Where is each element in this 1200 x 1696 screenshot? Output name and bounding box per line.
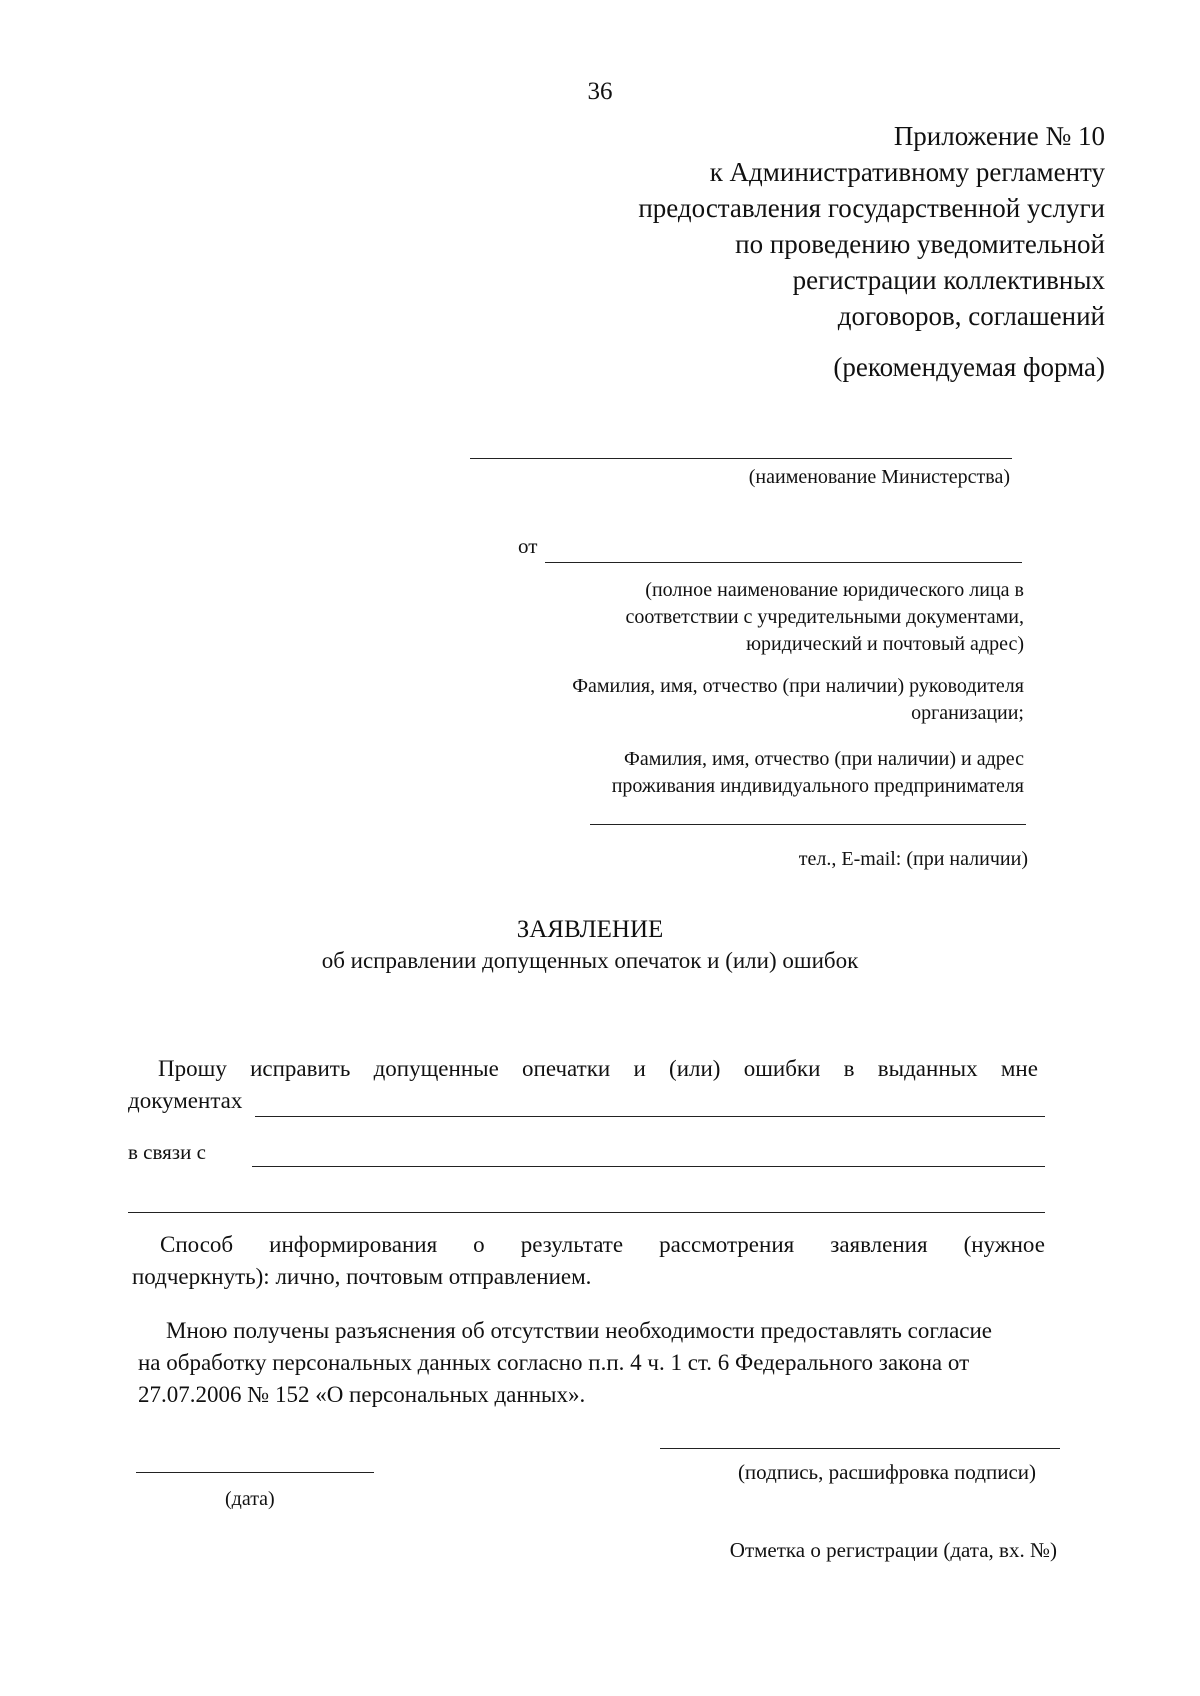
documents-field-line[interactable] bbox=[255, 1116, 1045, 1117]
head-caption-line: Фамилия, имя, отчество (при наличии) руководителя bbox=[572, 675, 1024, 697]
form-note: (рекомендуемая форма) bbox=[833, 352, 1105, 382]
request-line-2: документах bbox=[128, 1088, 243, 1113]
date-caption: (дата) bbox=[225, 1488, 275, 1510]
request-word: выданных bbox=[877, 1056, 978, 1081]
entity-field-line[interactable] bbox=[545, 562, 1022, 563]
head-caption bbox=[572, 673, 1024, 727]
request-word: (или) bbox=[669, 1056, 721, 1081]
request-word: ошибки bbox=[743, 1056, 821, 1081]
request-word: в bbox=[843, 1056, 855, 1081]
notify-word: информирования bbox=[269, 1232, 438, 1257]
entity-caption bbox=[626, 577, 1024, 658]
notify-word: результате bbox=[520, 1232, 624, 1257]
notify-line-1 bbox=[160, 1232, 1045, 1258]
request-word: мне bbox=[1000, 1056, 1038, 1081]
contacts-field-line[interactable] bbox=[590, 824, 1026, 825]
notify-word: заявления bbox=[830, 1232, 928, 1257]
notify-line-2: подчеркнуть): лично, почтовым отправлением. bbox=[132, 1264, 592, 1289]
appendix-line: регистрации коллективных bbox=[792, 265, 1105, 295]
appendix-line: по проведению уведомительной bbox=[735, 229, 1105, 259]
entity-caption-line: соответствии с учредительными документами, bbox=[625, 606, 1024, 628]
registration-mark: Отметка о регистрации (дата, вх. №) bbox=[729, 1538, 1057, 1562]
consent-line-1: Мною получены разъяснения об отсутствии необходимости предоставлять согласие bbox=[166, 1318, 993, 1343]
from-label: от bbox=[518, 534, 538, 558]
request-line-1 bbox=[158, 1056, 1038, 1082]
contacts-caption: тел., E-mail: (при наличии) bbox=[798, 848, 1028, 870]
reason-label: в связи с bbox=[128, 1140, 206, 1164]
request-word: и bbox=[633, 1056, 646, 1081]
reason-field-line[interactable] bbox=[252, 1166, 1045, 1167]
request-word: опечатки bbox=[522, 1056, 611, 1081]
request-word: допущенные bbox=[373, 1056, 499, 1081]
date-field-line[interactable] bbox=[136, 1472, 374, 1473]
head-caption-line: организации; bbox=[911, 702, 1024, 724]
entity-caption-line: юридический и почтовый адрес) bbox=[746, 633, 1024, 655]
consent-line-2: на обработку персональных данных согласно п.п. 4 ч. 1 ст. 6 Федерального закона от bbox=[138, 1350, 970, 1375]
entrepreneur-caption bbox=[612, 746, 1024, 800]
notify-word: о bbox=[473, 1232, 485, 1257]
signature-caption: (подпись, расшифровка подписи) bbox=[737, 1460, 1036, 1484]
consent-line-3: 27.07.2006 № 152 «О персональных данных». bbox=[138, 1382, 586, 1407]
notify-word: рассмотрения bbox=[659, 1232, 795, 1257]
request-word: Прошу bbox=[158, 1056, 227, 1081]
application-title: ЗАЯВЛЕНИЕ bbox=[516, 916, 664, 943]
application-subtitle: об исправлении допущенных опечаток и (или) ошибок bbox=[321, 948, 859, 973]
appendix-line: к Административному регламенту bbox=[709, 157, 1105, 187]
appendix-line: договоров, соглашений bbox=[837, 301, 1105, 331]
signature-field-line[interactable] bbox=[660, 1448, 1060, 1449]
notify-word: Способ bbox=[160, 1232, 234, 1257]
entrepreneur-caption-line: Фамилия, имя, отчество (при наличии) и адрес bbox=[624, 748, 1024, 770]
appendix-line: Приложение № 10 bbox=[893, 121, 1105, 151]
entity-caption-line: (полное наименование юридического лица в bbox=[645, 579, 1024, 601]
reason-field-line-2[interactable] bbox=[128, 1212, 1045, 1213]
page-number: 36 bbox=[587, 78, 613, 105]
appendix-header bbox=[638, 118, 1105, 334]
ministry-field-line[interactable] bbox=[470, 458, 1012, 459]
entrepreneur-caption-line: проживания индивидуального предпринимателя bbox=[611, 775, 1024, 797]
ministry-caption: (наименование Министерства) bbox=[748, 466, 1010, 488]
notify-word: (нужное bbox=[963, 1232, 1045, 1257]
request-word: исправить bbox=[250, 1056, 351, 1081]
appendix-line: предоставления государственной услуги bbox=[638, 193, 1105, 223]
